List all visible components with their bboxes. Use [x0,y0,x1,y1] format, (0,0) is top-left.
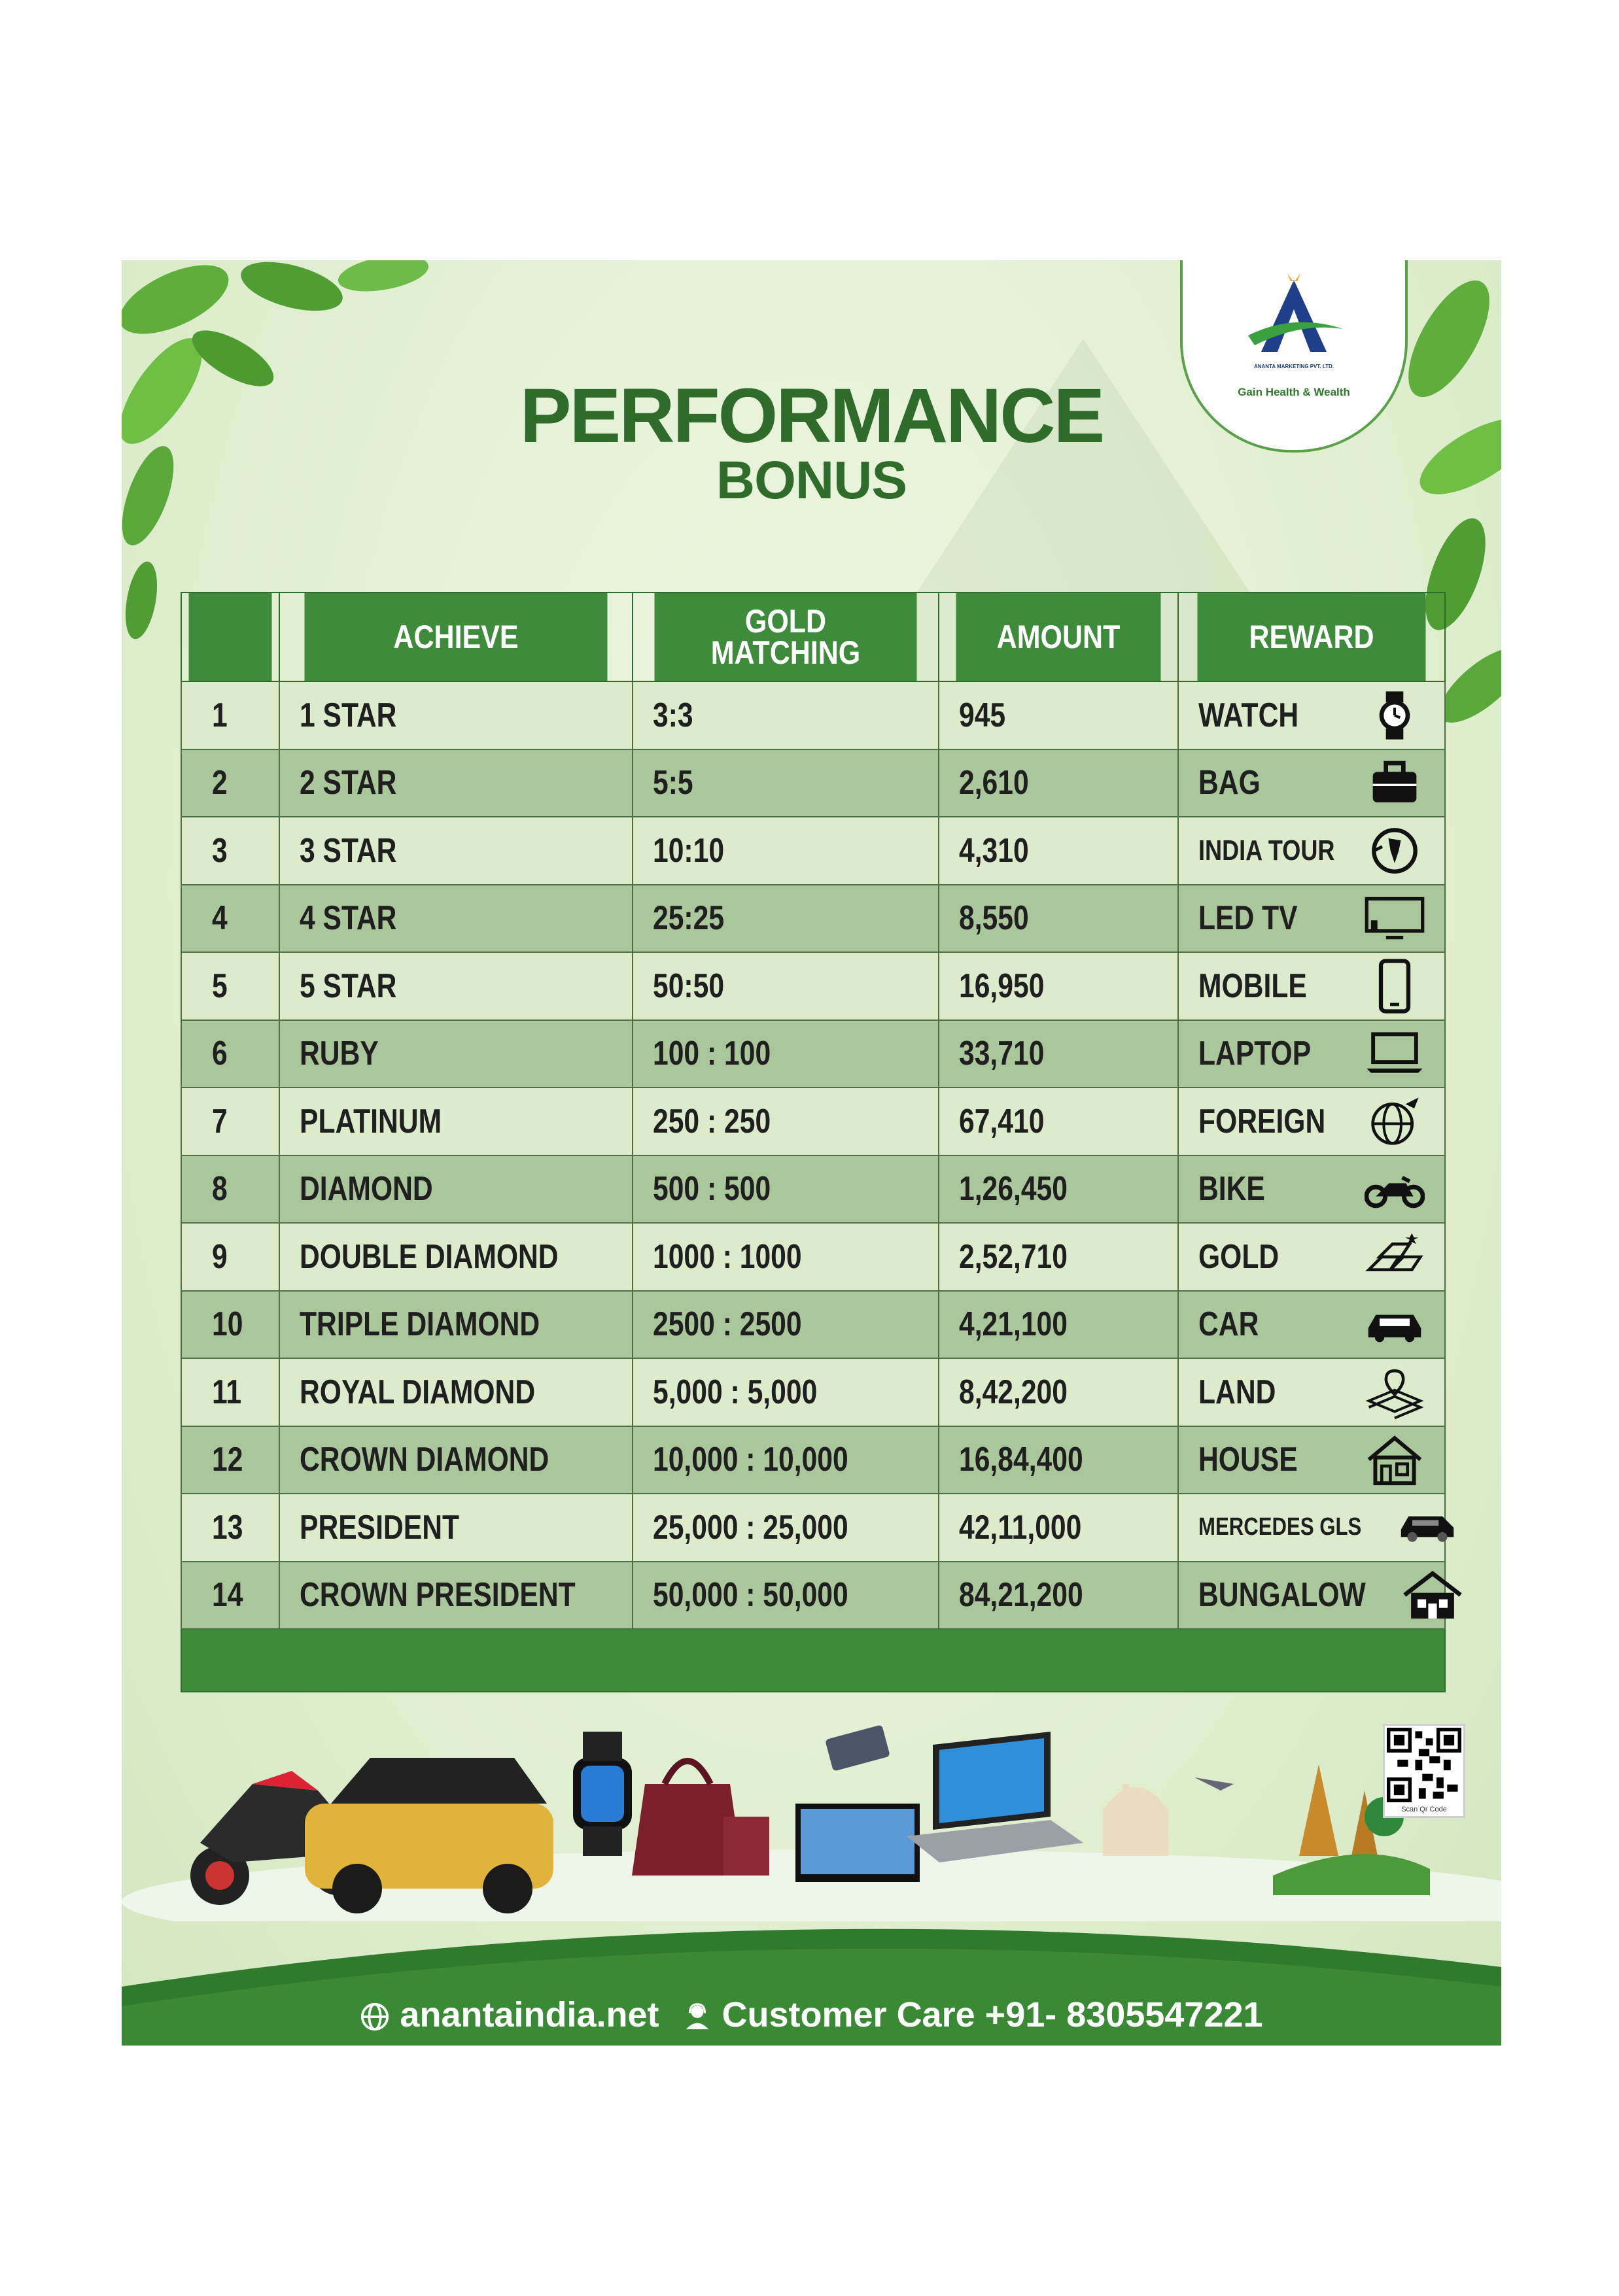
table-row [181,749,1445,817]
row-number: 12 [181,1426,279,1494]
row-gold-matching: 5,000 : 5,000 [633,1358,939,1426]
row-reward: CAR [1178,1291,1445,1359]
house-icon [1365,1430,1425,1490]
row-gold-matching: 25:25 [633,885,939,953]
row-gold-matching: 500 : 500 [633,1156,939,1224]
table-row [181,817,1445,885]
customer-care-label: Customer Care [722,1995,975,2034]
table-row [181,1562,1445,1630]
row-achieve: CROWN PRESIDENT [279,1562,633,1630]
row-achieve: RUBY [279,1020,633,1088]
logo-tagline: Gain Health & Wealth [1238,386,1350,398]
page-title: PERFORMANCE [519,373,1104,459]
row-amount: 16,84,400 [939,1426,1178,1494]
table-header-row [181,592,1445,681]
row-gold-matching: 50:50 [633,952,939,1020]
row-number: 2 [181,749,279,817]
row-achieve: PRESIDENT [279,1494,633,1562]
header-amount: AMOUNT [956,592,1162,681]
table-row [181,952,1445,1020]
row-achieve: 1 STAR [279,681,633,749]
row-number: 11 [181,1358,279,1426]
row-achieve: DIAMOND [279,1156,633,1224]
footer-contact [122,1992,1501,2035]
bag-icon [1365,753,1425,813]
reward-products-showcase [122,1705,1501,1921]
website-link[interactable]: anantaindia.net [400,1995,659,2034]
row-reward: BUNGALOW [1178,1562,1445,1630]
row-gold-matching: 250 : 250 [633,1088,939,1156]
row-number: 3 [181,817,279,885]
row-amount: 84,21,200 [939,1562,1178,1630]
row-reward: LED TV [1178,885,1445,953]
row-amount: 8,550 [939,885,1178,953]
table-footer-bar [181,1629,1445,1692]
row-reward: BIKE [1178,1156,1445,1224]
performance-bonus-table [181,592,1446,1692]
row-achieve: TRIPLE DIAMOND [279,1291,633,1359]
qr-code-icon [1387,1728,1461,1802]
table-row [181,681,1445,749]
row-gold-matching: 10:10 [633,817,939,885]
row-number: 1 [181,681,279,749]
row-achieve: 2 STAR [279,749,633,817]
table-row [181,1426,1445,1494]
row-number: 9 [181,1223,279,1291]
row-reward: MOBILE [1178,952,1445,1020]
qr-code-label: Scan Qr Code [1401,1806,1447,1813]
row-amount: 945 [939,681,1178,749]
india-tour-icon [1365,821,1425,881]
row-reward: WATCH [1178,681,1445,749]
table-row [181,1358,1445,1426]
customer-care-icon [682,2002,712,2032]
row-amount: 2,610 [939,749,1178,817]
row-number: 6 [181,1020,279,1088]
globe-plane-icon [1365,1091,1425,1152]
row-number: 7 [181,1088,279,1156]
row-gold-matching: 2500 : 2500 [633,1291,939,1359]
row-gold-matching: 25,000 : 25,000 [633,1494,939,1562]
qr-code-box[interactable] [1383,1724,1465,1818]
laptop-illustration [907,1732,1083,1862]
row-reward: FOREIGN [1178,1088,1445,1156]
row-achieve: PLATINUM [279,1088,633,1156]
ananta-a-logo-icon [1235,273,1353,365]
mobile-icon [1365,956,1425,1016]
row-reward: LAPTOP [1178,1020,1445,1088]
row-number: 10 [181,1291,279,1359]
row-achieve: ROYAL DIAMOND [279,1358,633,1426]
table-row [181,1020,1445,1088]
header-reward: REWARD [1197,592,1427,681]
car-icon [1365,1294,1425,1354]
row-amount: 16,950 [939,952,1178,1020]
header-achieve: ACHIEVE [304,592,608,681]
row-amount: 33,710 [939,1020,1178,1088]
row-number: 5 [181,952,279,1020]
bike-icon [1365,1159,1425,1219]
gold-bars-icon [1365,1227,1425,1287]
page-subtitle: BONUS [716,451,907,510]
row-number: 8 [181,1156,279,1224]
table-row [181,1494,1445,1562]
row-amount: 4,310 [939,817,1178,885]
row-reward: MERCEDES GLS [1178,1494,1445,1562]
row-gold-matching: 1000 : 1000 [633,1223,939,1291]
globe-icon [360,2002,390,2032]
table-row [181,1223,1445,1291]
row-gold-matching: 3:3 [633,681,939,749]
row-achieve: DOUBLE DIAMOND [279,1223,633,1291]
row-reward: GOLD [1178,1223,1445,1291]
header-gold-matching: GOLD MATCHING [654,592,917,681]
row-gold-matching: 5:5 [633,749,939,817]
customer-care-phone[interactable]: +91- 8305547221 [984,1995,1263,2034]
table-row [181,1291,1445,1359]
phone-tv-illustration [795,1724,920,1882]
laptop-icon [1365,1023,1425,1084]
row-achieve: 3 STAR [279,817,633,885]
row-amount: 2,52,710 [939,1223,1178,1291]
table-row [181,885,1445,953]
row-amount: 1,26,450 [939,1156,1178,1224]
row-achieve: 4 STAR [279,885,633,953]
handbags-illustration [632,1761,769,1876]
row-reward: INDIA TOUR [1178,817,1445,885]
poster [122,260,1501,2046]
table-row [181,1156,1445,1224]
row-number: 13 [181,1494,279,1562]
tv-icon [1365,888,1425,948]
table-row [181,1088,1445,1156]
row-achieve: CROWN DIAMOND [279,1426,633,1494]
row-amount: 4,21,100 [939,1291,1178,1359]
land-icon [1365,1362,1425,1422]
header-no [188,592,273,681]
row-reward: BAG [1178,749,1445,817]
suv-icon [1397,1498,1457,1558]
smartwatch-illustration [573,1732,632,1856]
row-amount: 8,42,200 [939,1358,1178,1426]
row-reward: LAND [1178,1358,1445,1426]
row-gold-matching: 10,000 : 10,000 [633,1426,939,1494]
row-number: 14 [181,1562,279,1630]
watch-icon [1365,685,1425,745]
row-gold-matching: 100 : 100 [633,1020,939,1088]
row-number: 4 [181,885,279,953]
row-amount: 67,410 [939,1088,1178,1156]
bungalow-icon [1402,1565,1463,1625]
row-reward: HOUSE [1178,1426,1445,1494]
row-achieve: 5 STAR [279,952,633,1020]
logo-company-name: ANANTA MARKETING PVT. LTD. [1253,364,1334,369]
row-gold-matching: 50,000 : 50,000 [633,1562,939,1630]
row-amount: 42,11,000 [939,1494,1178,1562]
